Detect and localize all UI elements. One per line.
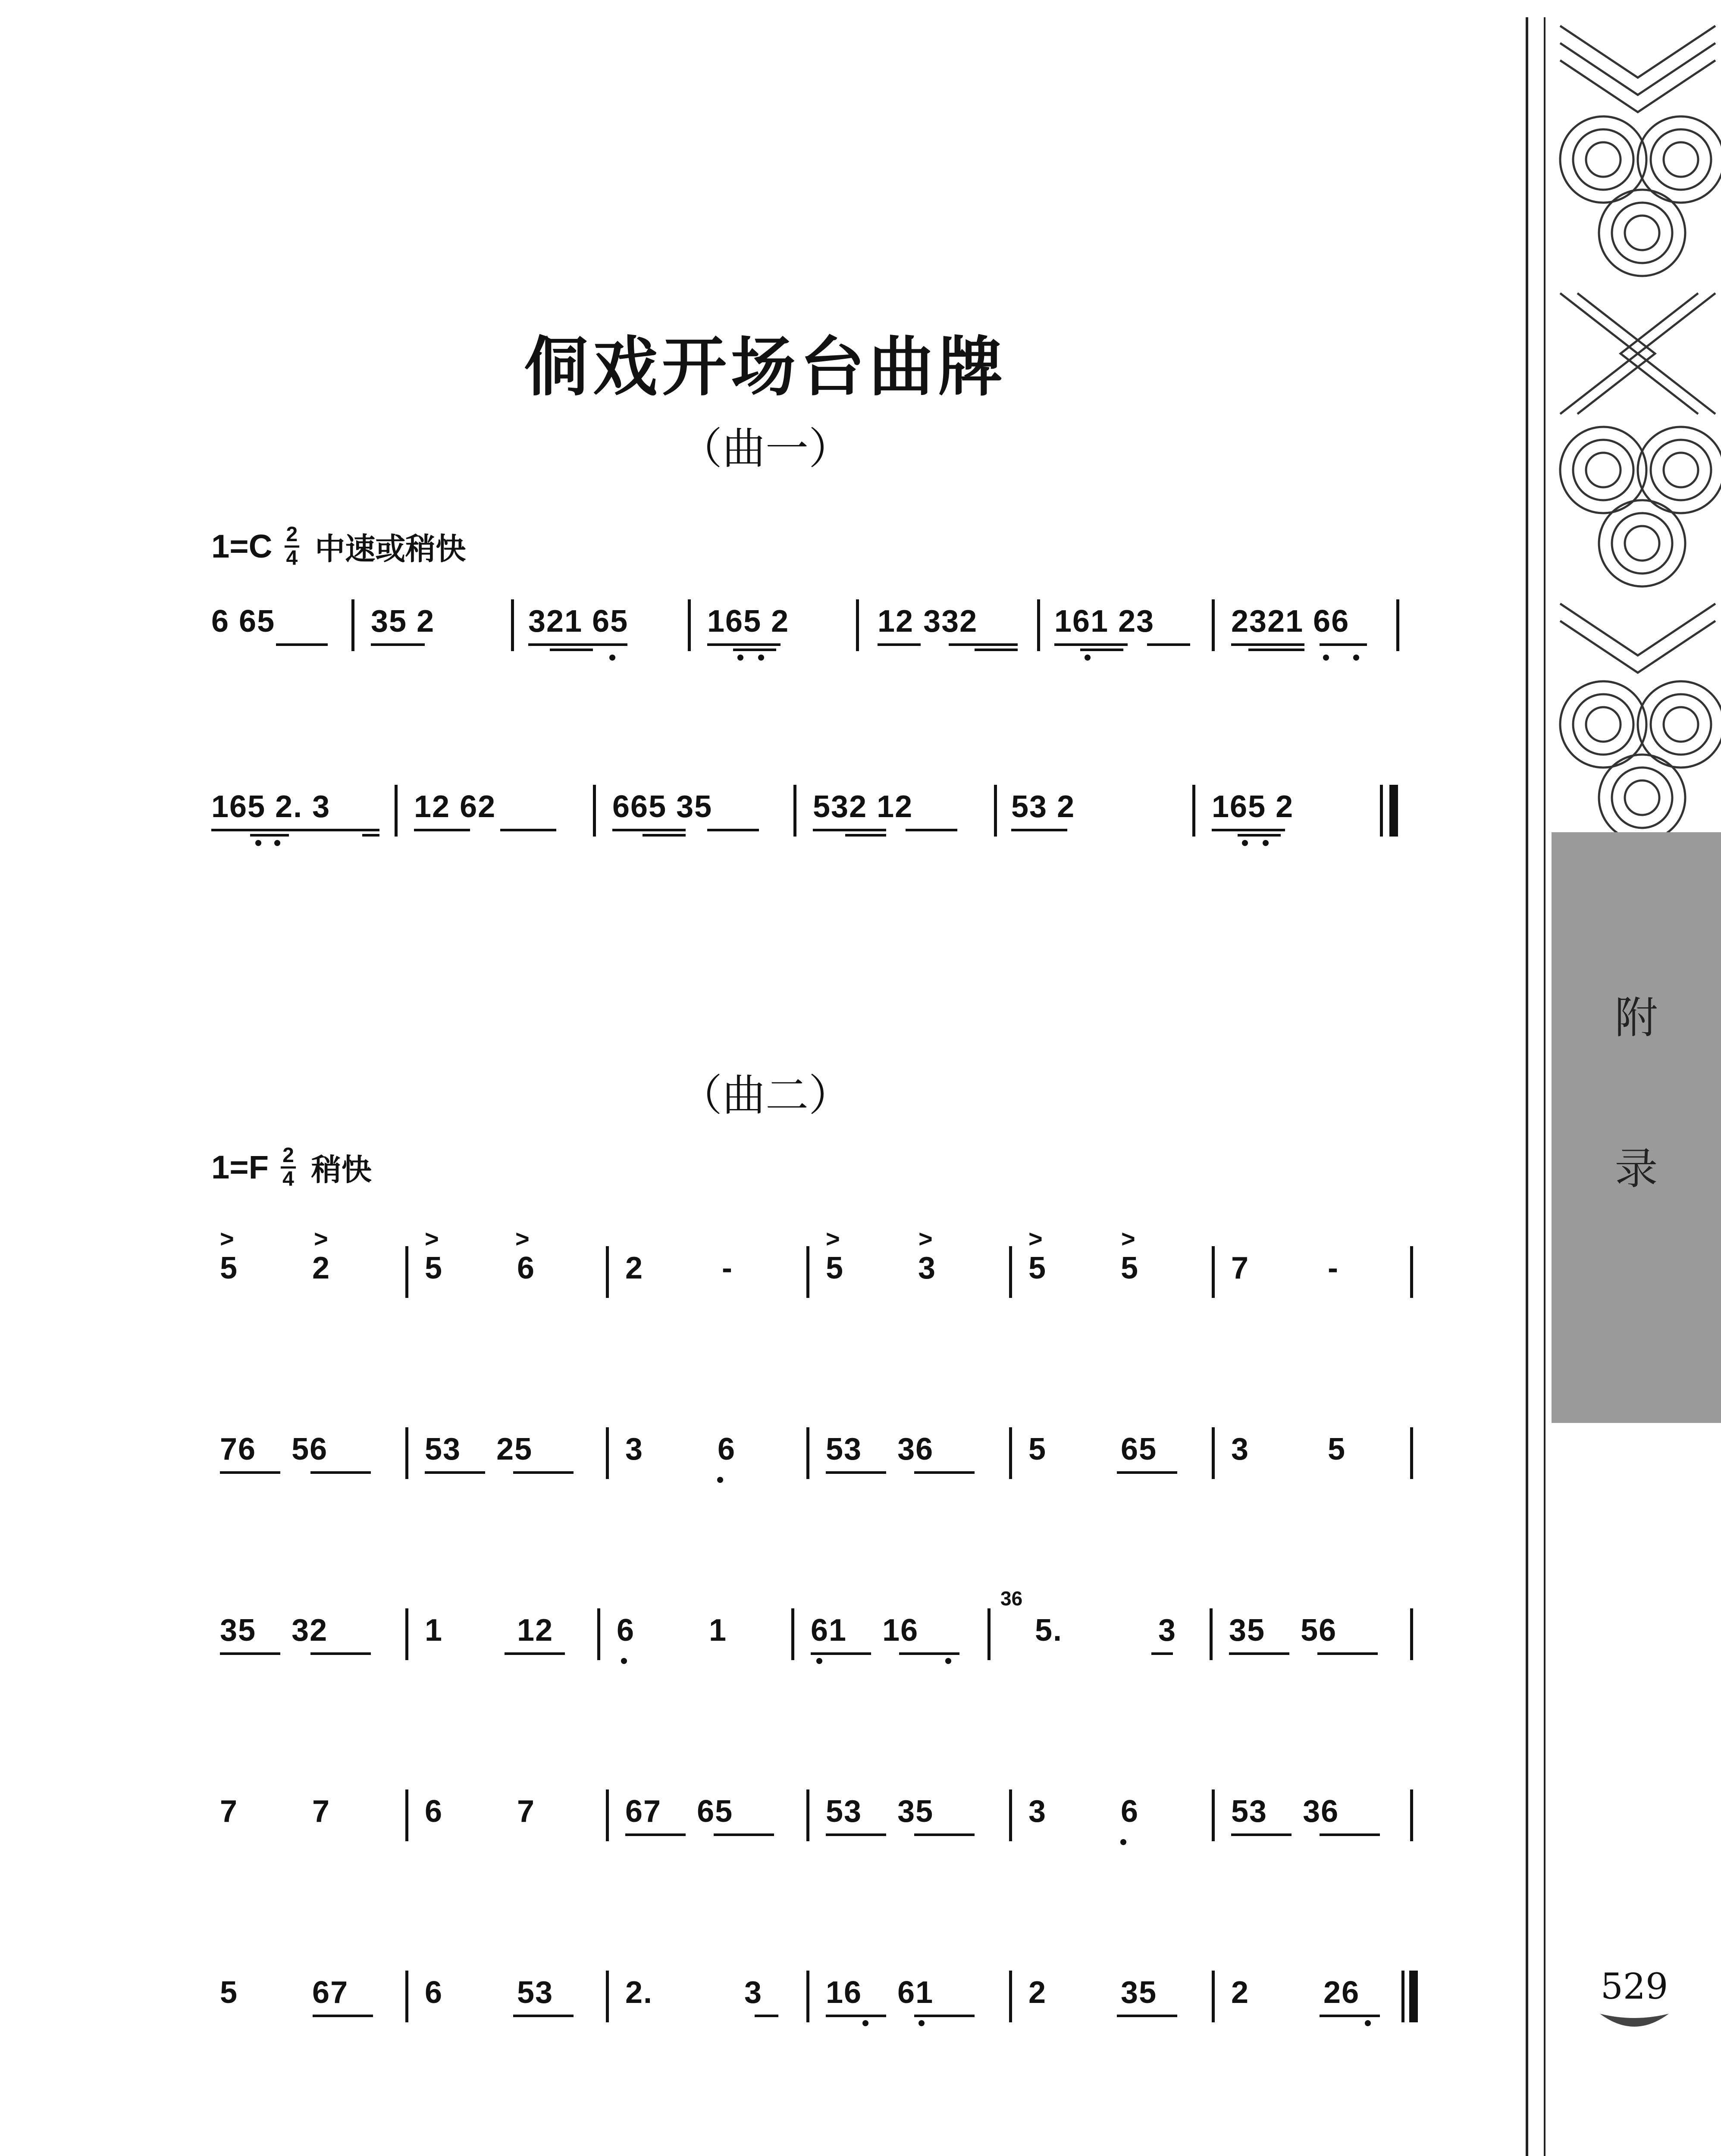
measure: 5 67 — [220, 1975, 349, 2010]
measure: 6 53 — [425, 1975, 554, 2010]
measure: 6 1 — [617, 1613, 727, 1648]
piece-2-line-3 — [0, 1587, 1466, 1699]
measure: 5 3 — [826, 1251, 937, 1285]
piece-2-line-1: > > > > > > > > 5 2 5 6 2 - 5 3 5 5 7 - — [0, 1250, 1466, 1337]
tempo-marking: 中速或稍快 — [315, 532, 466, 566]
measure: 5. 3 — [1035, 1613, 1177, 1648]
measure: 3 6 — [1028, 1794, 1139, 1829]
measure: 53 2 — [1011, 790, 1075, 824]
measure: 2 26 — [1231, 1975, 1360, 2010]
measure: 53 36 — [826, 1432, 934, 1467]
measure: 5 6 — [425, 1251, 536, 1285]
measure: 2 35 — [1028, 1975, 1157, 2010]
measure: 76 56 — [220, 1432, 328, 1467]
time-signature: $\frac{2}{4}$ — [281, 1145, 296, 1190]
piece-2-line-4 — [0, 1794, 1466, 1880]
measure: 7 - — [1231, 1251, 1339, 1285]
measure: 53 36 — [1231, 1794, 1339, 1829]
page-title: 侗戏开场台曲牌 — [524, 329, 1007, 405]
ornament-icon — [1596, 2009, 1673, 2035]
piece-2-line-2 — [0, 1432, 1466, 1518]
margin-rule — [1526, 17, 1528, 2156]
measure: 12 62 — [414, 790, 496, 824]
measure: 53 35 — [826, 1794, 934, 1829]
measure: 35 2 — [371, 604, 435, 639]
measure: 665 35 — [612, 790, 713, 824]
measure: 16 61 — [826, 1975, 934, 2010]
piece-2-subtitle: （曲二） — [679, 1070, 852, 1121]
measure: 5 65 — [1028, 1432, 1157, 1467]
measure: 532 12 — [813, 790, 913, 824]
measure: 7 7 — [220, 1794, 331, 1829]
page-number: 529 — [1600, 1966, 1668, 2007]
measure: 321 65 — [528, 604, 629, 639]
key: 1=C — [211, 528, 273, 565]
measure: 3 6 — [625, 1432, 736, 1467]
measure: 165 2 — [1212, 790, 1294, 824]
piece-1-subtitle: （曲一） — [679, 423, 852, 474]
measure: 5 5 — [1028, 1251, 1139, 1285]
time-signature: $\frac{2}{4}$ — [285, 524, 300, 569]
measure: 6 7 — [425, 1794, 536, 1829]
piece-2-key-signature — [211, 1145, 372, 1190]
measure: 6 65 — [211, 604, 276, 639]
grace-note: 36 — [1000, 1587, 1023, 1610]
piece-1-key-signature — [211, 524, 466, 569]
piece-2-line-5 — [0, 1975, 1466, 2061]
section-tab-label: 附 — [1614, 993, 1658, 1043]
measure: 2321 66 — [1231, 604, 1350, 639]
section-tab — [1552, 832, 1721, 1423]
key: 1=F — [211, 1149, 269, 1186]
measure: 53 25 — [425, 1432, 533, 1467]
section-tab-label: 录 — [1614, 1144, 1658, 1194]
measure: 67 65 — [625, 1794, 734, 1829]
measure: 1 12 — [425, 1613, 554, 1648]
piece-1-line-1 — [0, 604, 1466, 690]
measure: 161 23 — [1054, 604, 1155, 639]
measure: 165 2 — [707, 604, 790, 639]
measure: 35 32 — [220, 1613, 328, 1648]
measure: 2 - — [625, 1251, 734, 1285]
measure: 165 2. 3 — [211, 790, 331, 824]
measure: 35 56 — [1229, 1613, 1337, 1648]
decorative-cloud-pattern — [1552, 17, 1721, 832]
measure: 12 332 — [878, 604, 978, 639]
measure: 2. 3 — [625, 1975, 763, 2010]
tempo-marking: 稍快 — [311, 1153, 372, 1187]
measure: 3 5 — [1231, 1432, 1346, 1467]
measure: 5 2 — [220, 1251, 331, 1285]
measure: 61 16 — [811, 1613, 919, 1648]
piece-1-line-2 — [0, 789, 1466, 875]
margin-rule — [1544, 17, 1545, 2156]
